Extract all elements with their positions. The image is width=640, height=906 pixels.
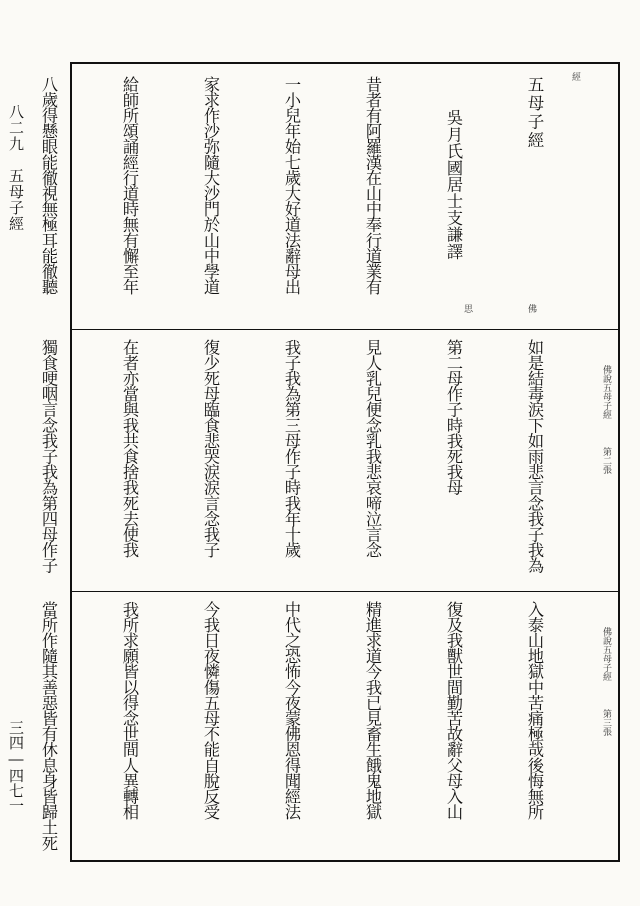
text-column: 如是結毒涙下如雨悲言念我子我為 xyxy=(525,339,544,574)
sutra-title: 五母子經 xyxy=(525,76,544,150)
page-frame xyxy=(39,62,620,862)
text-column: 在者亦當與我共食捨我死去使我 xyxy=(120,339,139,558)
page-marker: 思 xyxy=(464,305,474,315)
text-block-1 xyxy=(0,76,602,316)
sheet-number: 第二張 xyxy=(601,447,611,474)
text-column: 一小兒年始七歲大好道法辭母出 xyxy=(282,76,301,295)
text-column: 復及我獸世間勤苦故辭父母入山 xyxy=(444,601,463,820)
page-marker: 佛 xyxy=(528,305,538,315)
text-column: 八歲得懸眼能徹視無極耳能徹聽 xyxy=(39,76,58,295)
text-column: 當所作隨其善惡皆有休息身皆歸土死 xyxy=(39,601,58,851)
text-column: 獨食哽咽言念我子我為第四母作子 xyxy=(39,339,58,574)
sheet-marker: 佛說五母子經 xyxy=(601,627,611,681)
text-band-2 xyxy=(39,329,618,592)
page-marker: 經 xyxy=(572,73,582,83)
text-column: 中代之恐怖今夜蒙佛恩得聞經法 xyxy=(282,601,301,820)
text-column: 我所求願皆以得念世間人異轉相 xyxy=(120,601,139,820)
text-column: 入泰山地獄中苦痛極哉後悔無所 xyxy=(525,601,544,820)
text-column: 家求作沙弥隨大沙門於山中學道 xyxy=(201,76,220,295)
text-band-1 xyxy=(39,64,618,330)
translator-credit: 吳月氏國居士支謙譯 xyxy=(444,76,463,260)
text-column: 見人乳兒便念乳我悲哀啼泣言念 xyxy=(363,339,382,558)
text-column: 第二母作子時我死我母 xyxy=(444,339,463,496)
text-band-3 xyxy=(39,591,618,860)
text-column: 今我日夜憐傷五母不能自脫反受 xyxy=(201,601,220,820)
text-block-3 xyxy=(0,601,602,851)
text-column: 昔者有阿羅漢在山中奉行道業有 xyxy=(363,76,382,295)
sheet-number: 第三張 xyxy=(601,709,611,736)
text-column: 我子我為第三母作子時我年十歲 xyxy=(282,339,301,558)
text-column: 復少死母臨食悲哭涙涙言念我子 xyxy=(201,339,220,558)
page-marker-top: 八二九 五母子經 xyxy=(7,104,25,232)
sheet-marker: 佛說五母子經 xyxy=(601,365,611,419)
text-column: 給師所頌誦經行道時無有懈至年 xyxy=(120,76,139,295)
text-block-2 xyxy=(0,339,602,579)
text-column: 精進求道今我已見畜生餓鬼地獄 xyxy=(363,601,382,820)
page-marker-bottom: 三四―四七一 xyxy=(7,720,25,813)
